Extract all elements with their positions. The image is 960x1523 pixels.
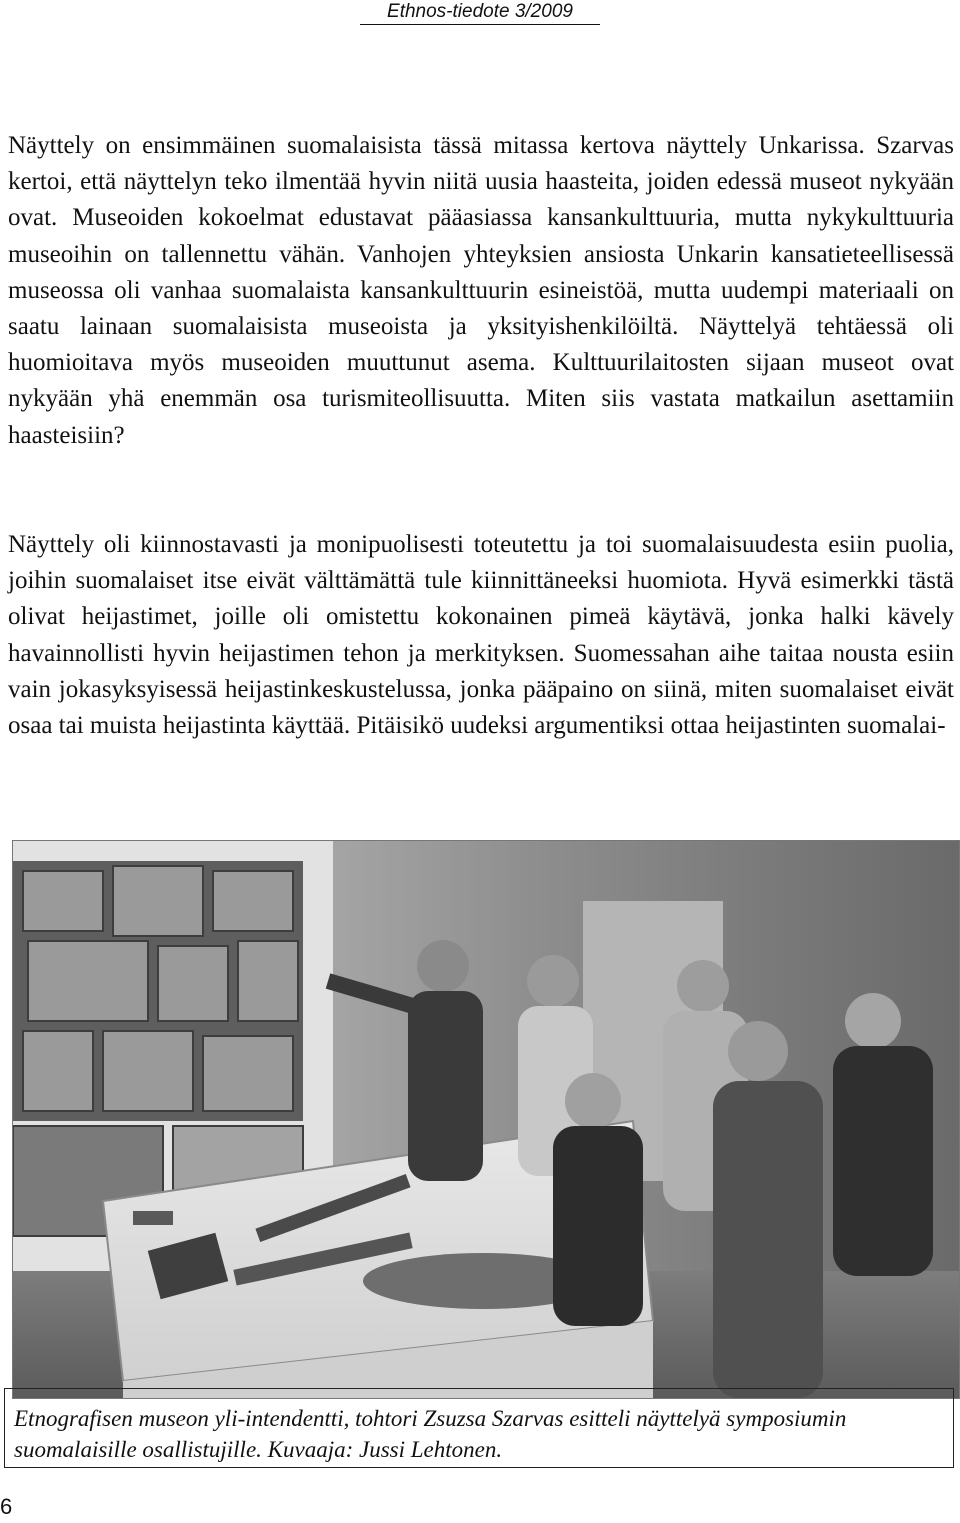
- exhibition-photo: [12, 840, 960, 1399]
- page-number: 6: [0, 1494, 13, 1519]
- body-paragraph-2: Näyttely oli kiinnostavasti ja monipuolisesti toteutettu ja toi suomalaisuudesta esiin puolia, joihin suomalaiset itse eivät välttämättä tule kiinnittäneeksi huomiota. Hyvä esimerkki tästä olivat heijastimet, joille oli omistettu kokonainen pimeä käytävä, jonka halki kävely havainnollisti hyvin heijastimen tehon ja merkityksen. Suomessahan aihe taitaa nousta esiin vain jokasyksyisessä heijastinkeskustelussa, jonka pääpaino on siinä, miten suomalaiset eivät osaa tai muista heijastinta käyttää. Pitäisikö uudeksi argumentiksi ottaa heijastinten suomalai-: [8, 531, 954, 740]
- photo-caption: Etnografisen museon yli-intendentti, tohtori Zsuzsa Szarvas esitteli näyttelyä symposiumin suomalaisille osallistujille. Kuvaaja: Jussi Lehtonen.: [14, 1406, 847, 1462]
- exhibition-photo-illustration: [13, 841, 959, 1398]
- body-paragraph-1: Näyttely on ensimmäinen suomalaisista tässä mitassa kertova näyttely Unkarissa. Szarvas kertoi, että näyttelyn teko ilmentää hyvin niitä uusia haasteita, joiden edessä museot nykyään ovat. Museoiden kokoelmat edustavat pääasiassa kansankulttuuria, mutta nykykulttuuria museoihin on tallennettu vähän. Vanhojen yhteyksien ansiosta Unkarin kansatieteellisessä museossa oli vanhaa suomalaista kansankulttuurin esineistöä, mutta uudempi materiaali on saatu lainaan suomalaisista museoista ja yksityishenkilöiltä. Näyttelyä tehtäessä oli huomioitava myös museoiden muuttunut asema. Kulttuurilaitosten sijaan museot ovat nykyään yhä enemmän osa turismiteollisuutta. Miten siis vastata matkailun asettamiin haasteisiin?: [8, 132, 954, 449]
- running-header: Ethnos-tiedote 3/2009: [360, 0, 600, 25]
